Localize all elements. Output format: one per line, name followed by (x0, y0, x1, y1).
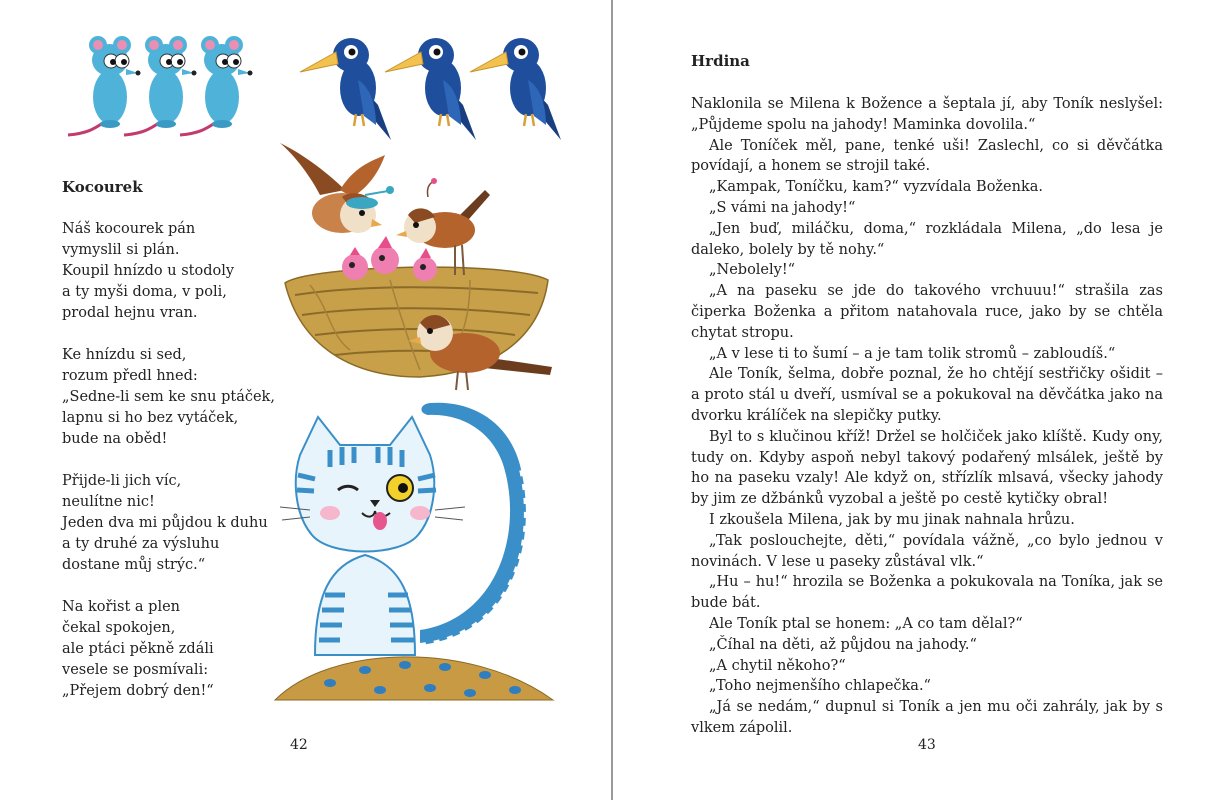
paragraph: Byl to s klučinou kříž! Držel se holčiček jako klíště. Kudy ony, tudy on. Kdyby aspoň nebyl takový podařený mlsálek, ještě by ho na paseku vzaly! Ale když on, střízlík mlsavá, všecky jahody by jim ze džbánků vyzobal a ještě po cestě kytičky obral! (691, 428, 1163, 508)
paragraph: „Toho nejmenšího chlapečka.“ (709, 678, 931, 695)
mouse-1 (68, 36, 141, 135)
paragraph: „Číhal na děti, až půjdou na jahody.“ (709, 636, 977, 653)
poem-line: Na kořist a plen (62, 599, 180, 615)
page-number: 43 (918, 737, 936, 753)
paragraph: Ale Toníček měl, pane, tenké uši! Zaslechl, co si děvčátka povídají, a honem se strojil také. (691, 137, 1163, 175)
poem-line: „Přejem dobrý den!“ (62, 683, 214, 699)
chick-1 (342, 247, 368, 280)
poem-line: Ke hnízdu si sed, (62, 347, 187, 363)
crow-2 (385, 38, 476, 140)
mouse-3 (180, 36, 253, 135)
chick-3 (413, 248, 437, 281)
paragraph: Naklonila se Milena k Božence a šeptala jí, aby Toník neslyšel: „Půjdeme spolu na jahody! Maminka dovolila.“ (691, 96, 1163, 133)
left-page (0, 0, 611, 800)
paragraph: „Já se nedám,“ dupnul si Toník a jen mu oči zahrály, jak by s vlkem zápolil. (691, 699, 1163, 736)
sparrow-flying (280, 143, 394, 233)
poem-line: čekal spokojen, (62, 620, 176, 636)
page-number: 42 (290, 737, 308, 753)
paragraph: „A chytil někoho?“ (709, 657, 846, 674)
nest-illustration (270, 135, 560, 395)
paragraph: Ale Toník, šelma, dobře poznal, že ho chtějí sestřičky ošidit – a proto stál u dveří, usmíval se a pokukoval na děvčátka jako na dvorku králíček na slepičky putky. (691, 366, 1163, 424)
poem-line: „Sedne-li sem ke snu ptáček, (62, 389, 275, 405)
stanza-4 (62, 597, 214, 702)
crow-3 (470, 38, 561, 140)
right-page (613, 0, 1224, 800)
poem-line: Jeden dva mi půjdou k duhu (62, 515, 268, 531)
poem-line: a ty myši doma, v poli, (62, 284, 227, 300)
poem-line: a ty druhé za výsluhu (62, 536, 220, 552)
paragraph: „S vámi na jahody!“ (709, 199, 856, 216)
mouse-2 (124, 36, 197, 135)
poem-line: neulítne nic! (62, 494, 155, 510)
stanza-3 (62, 471, 268, 576)
poem-line: Přijde-li jich víc, (62, 473, 182, 489)
poem-line: vesele se posmívali: (62, 662, 209, 678)
paragraph: „Jen buď, miláčku, doma,“ rozkládala Milena, „do lesa je daleko, bolely by tě nohy.“ (691, 220, 1163, 258)
poem-line: rozum předl hned: (62, 368, 198, 384)
paragraph: „Tak poslouchejte, děti,“ povídala vážně, „co bylo jednou v novinách. V lese u paseky zůstával vlk.“ (691, 532, 1163, 570)
paragraph: „Hu – hu!“ hrozila se Boženka a pokukovala na Toníka, jak se bude bát. (691, 574, 1163, 612)
chick-2 (371, 236, 399, 274)
stanza-1 (62, 219, 234, 324)
crow-1 (300, 38, 391, 140)
cat-illustration (270, 395, 560, 705)
paragraph: „Kampak, Toníčku, kam?“ vyzvídala Boženka. (709, 179, 1044, 196)
poem-line: dostane můj strýc.“ (62, 557, 206, 573)
story-text (691, 94, 1163, 739)
poem-line: Náš kocourek pán (62, 221, 196, 237)
mice-illustration (38, 25, 278, 150)
stanza-2 (62, 345, 275, 450)
paragraph: I zkoušela Milena, jak by mu jinak nahnala hrůzu. (709, 511, 1075, 528)
paragraph: „Nebolely!“ (709, 262, 796, 279)
poem-line: ale ptáci pěkně zdáli (62, 641, 214, 657)
poem-title: Kocourek (62, 178, 143, 196)
poem-line: Koupil hnízdo u stodoly (62, 263, 235, 279)
paragraph: „A na paseku se jde do takového vrchuuu!“ strašila zas čiperka Boženka a přitom natahovala ruce, jako by se chtěla chytat stropu. (691, 283, 1163, 341)
sparrow-perched-top (396, 178, 490, 275)
poem-line: lapnu si ho bez vytáček, (62, 410, 239, 426)
story-title: Hrdina (691, 52, 750, 70)
poem-line: prodal hejnu vran. (62, 305, 198, 321)
poem-line: vymyslil si plán. (62, 242, 180, 258)
paragraph: Ale Toník ptal se honem: „A co tam dělal?“ (709, 615, 1023, 632)
paragraph: „A v lese ti to šumí – a je tam tolik stromů – zabloudíš.“ (709, 345, 1116, 362)
poem-line: bude na oběd! (62, 431, 168, 447)
